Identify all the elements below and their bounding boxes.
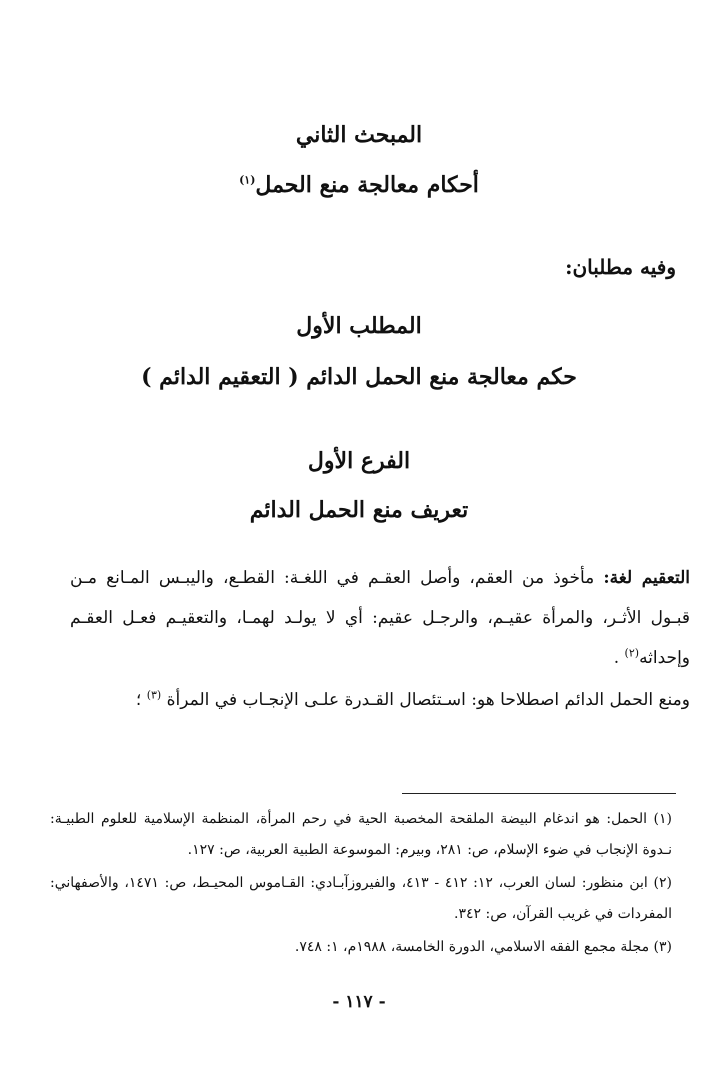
footnote-separator [402, 793, 676, 794]
demand-subtitle: حكم معالجة منع الحمل الدائم ( التعقيم الدائم ) [141, 364, 577, 390]
footnote-ref-2: (٢) [624, 646, 640, 660]
branch-subtitle: تعريف منع الحمل الدائم [249, 497, 469, 523]
footnote-ref-3: (٣) [146, 688, 162, 702]
term-paragraph [70, 680, 690, 720]
chapter-title: المبحث الثاني [295, 122, 423, 148]
term-text: ومنع الحمل الدائم اصطلاحا هو: اسـتئصال القـدرة علـى الإنجـاب في المرأة [166, 690, 690, 710]
definition-paragraph [70, 558, 690, 678]
definition-lead: التعقيم لغة: [603, 568, 691, 588]
footnote-1: (١) الحمل: هو اندغام البيضة الملقحة المخصبة الحية في رحم المرأة، المنظمة الإسلامية للعلوم الطبيـة: نـدوة الإنجاب في ضوء الإسلام، ص: ٢٨١، وبيرم: الموسوعة الطبية العربية، ص: ١٢٧. [50, 811, 672, 858]
page-number: - ١١٧ - [332, 992, 386, 1012]
demand-title: المطلب الأول [296, 313, 422, 339]
footnote-2: (٢) ابن منظور: لسان العرب، ١٢: ٤١٢ - ٤١٣، والفيروزآبـادي: القـاموس المحيـط، ص: ١٤٧١، والأصفهاني: المفردات في غريب القرآن، ص: ٣٤٢. [50, 875, 673, 922]
footnote-ref-1: (١) [239, 173, 256, 187]
section-title [0, 172, 718, 198]
section-title-text: أحكام معالجة منع الحمل [255, 172, 479, 198]
term-end: ؛ [135, 690, 142, 710]
footnote-3: (٣) مجلة مجمع الفقه الاسلامي، الدورة الخامسة، ١٩٨٨م، ١: ٧٤٨. [294, 939, 672, 955]
definition-end: . [613, 648, 620, 668]
branch-title: الفرع الأول [307, 448, 411, 474]
definition-text: مأخوذ من العقم، وأصل العقـم في اللغـة: القطـع، واليبـس المـانع مـن قبـول الأثـر، والمرأة عقيـم، والرجـل عقيم: أي لا يولـد لهمـا، والتعقيـم فعـل العقـم وإحداثه [70, 568, 690, 668]
intro-line: وفيه مطلبان: [565, 255, 676, 279]
